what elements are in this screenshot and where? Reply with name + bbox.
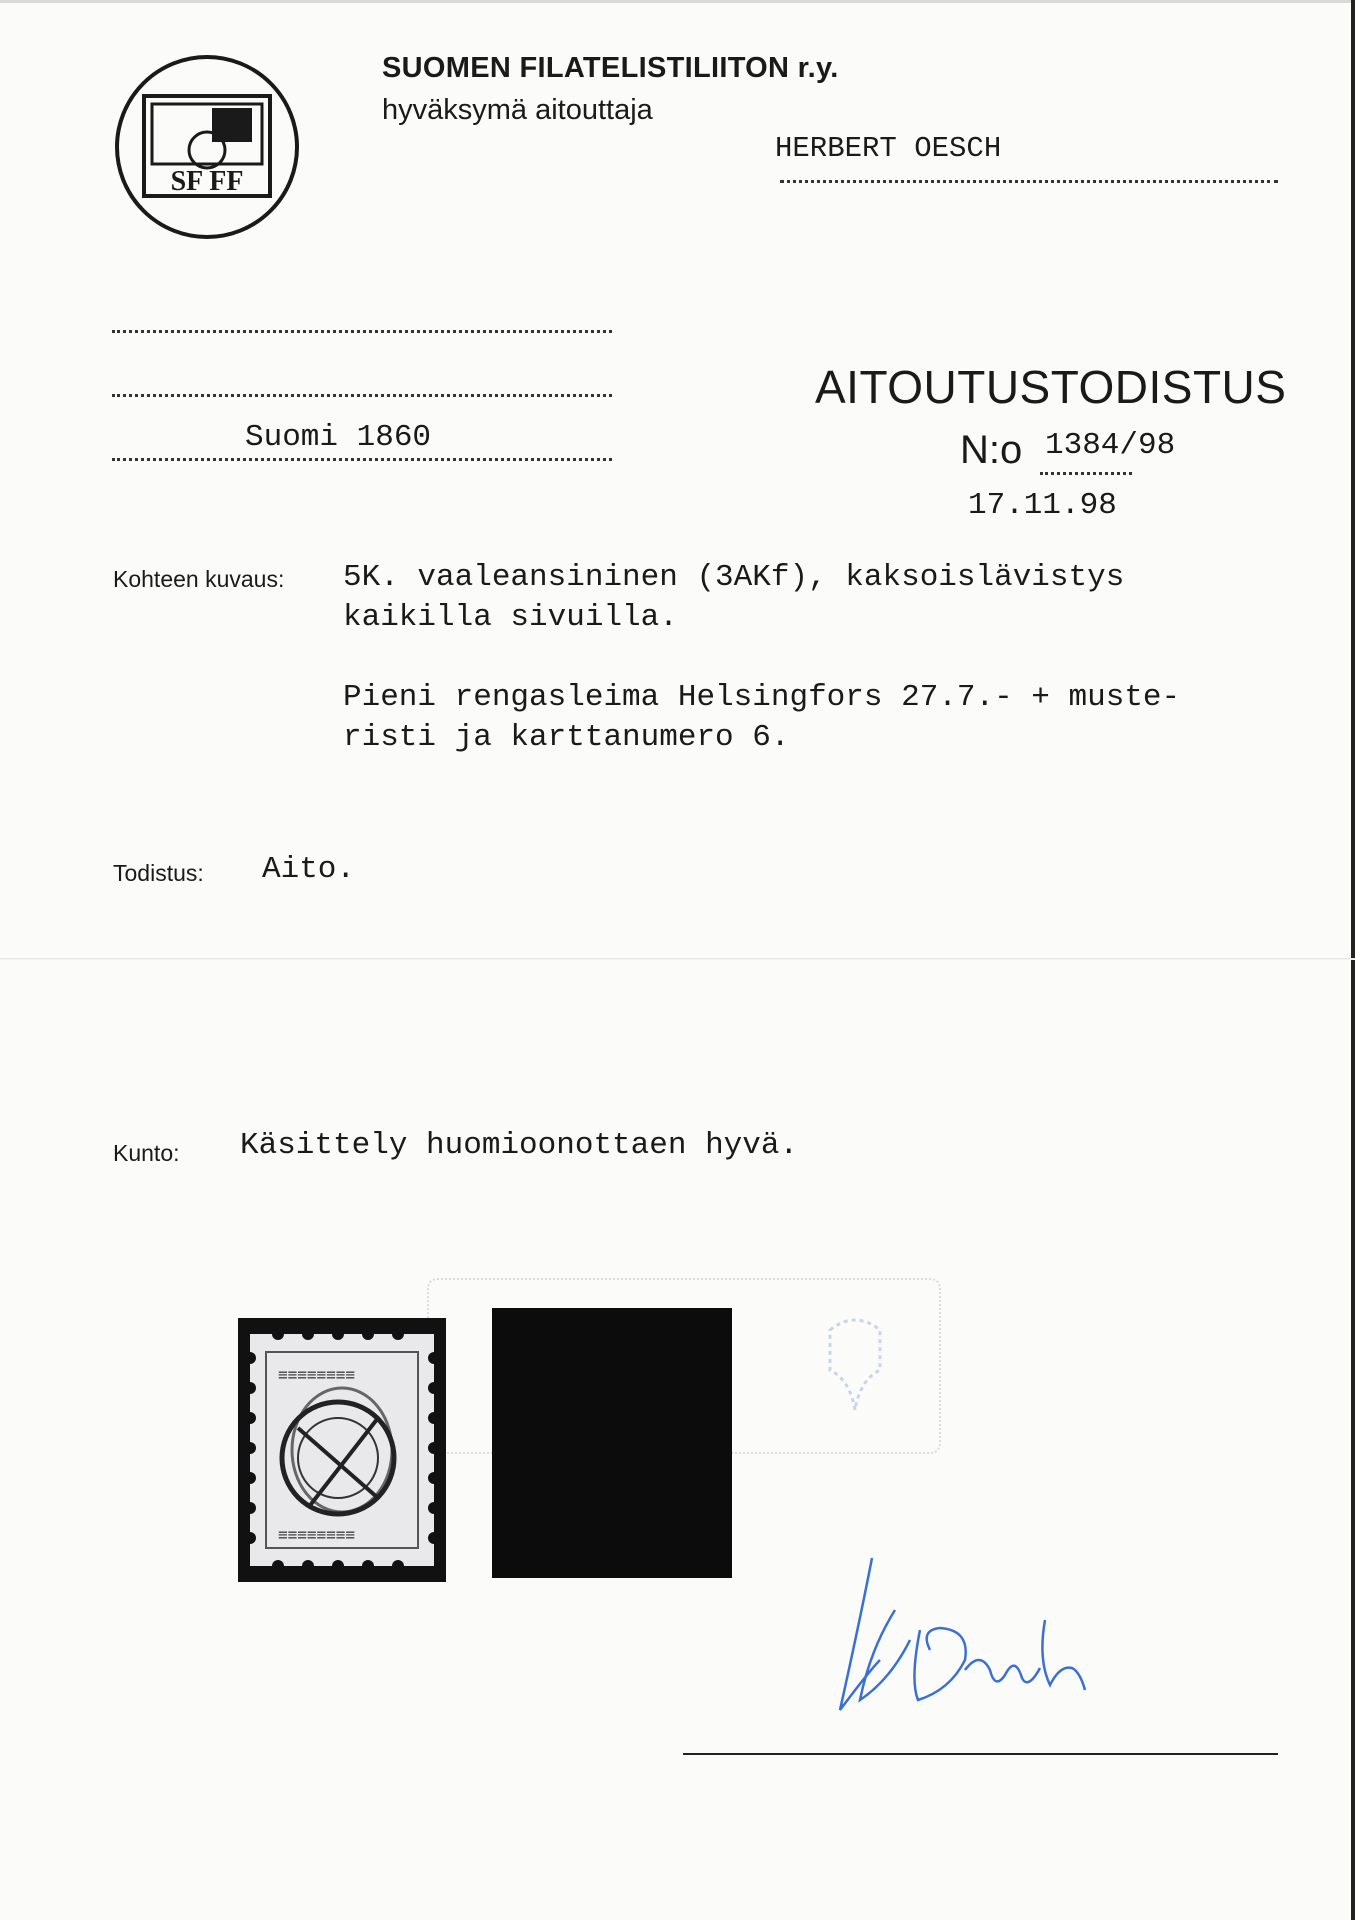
stamp-image xyxy=(238,1318,446,1582)
fold-line xyxy=(0,958,1355,960)
certificate-title: AITOUTUSTODISTUS xyxy=(815,361,1287,413)
examiner-dotted-line xyxy=(780,180,1278,183)
dotted-line-3 xyxy=(112,458,612,461)
organization-name: SUOMEN FILATELISTILIITON r.y. xyxy=(382,52,839,84)
condition-label: Kunto: xyxy=(113,1140,180,1166)
certificate-number-label: N:o xyxy=(960,428,1023,472)
organization-subtitle: hyväksymä aitouttaja xyxy=(382,94,653,126)
verdict-label: Todistus: xyxy=(113,860,204,886)
top-edge xyxy=(0,0,1355,3)
svg-text:≡≡≡≡≡≡≡≡: ≡≡≡≡≡≡≡≡ xyxy=(278,1365,356,1384)
certificate-number: 1384/98 xyxy=(1045,428,1176,463)
certificate-date: 17.11.98 xyxy=(968,488,1117,523)
dotted-line-2 xyxy=(112,394,612,397)
signature-line xyxy=(683,1753,1278,1755)
stamp-photo xyxy=(238,1318,446,1582)
stamp-reverse-photo xyxy=(492,1308,732,1578)
logo-text: SF FF xyxy=(170,166,244,197)
signature-image xyxy=(800,1550,1140,1720)
description-line-2: kaikilla sivuilla. xyxy=(343,600,678,635)
svg-text:≡≡≡≡≡≡≡≡: ≡≡≡≡≡≡≡≡ xyxy=(278,1525,356,1544)
dotted-line-1 xyxy=(112,330,612,333)
right-edge xyxy=(1351,0,1355,1920)
faint-emblem-icon xyxy=(800,1310,910,1430)
country-year: Suomi 1860 xyxy=(245,420,432,455)
condition-value: Käsittely huomioonottaen hyvä. xyxy=(240,1128,799,1163)
description-line-1: 5K. vaaleansininen (3AKf), kaksoislävistys xyxy=(343,560,1125,595)
description-line-3: Pieni rengasleima Helsingfors 27.7.- + muste- xyxy=(343,680,1181,715)
sfff-logo xyxy=(112,52,302,242)
description-label: Kohteen kuvaus: xyxy=(113,566,285,592)
description-line-4: risti ja karttanumero 6. xyxy=(343,720,790,755)
number-dotted-line xyxy=(1040,472,1132,475)
verdict-value: Aito. xyxy=(262,852,356,887)
examiner-name: HERBERT OESCH xyxy=(775,132,1002,165)
